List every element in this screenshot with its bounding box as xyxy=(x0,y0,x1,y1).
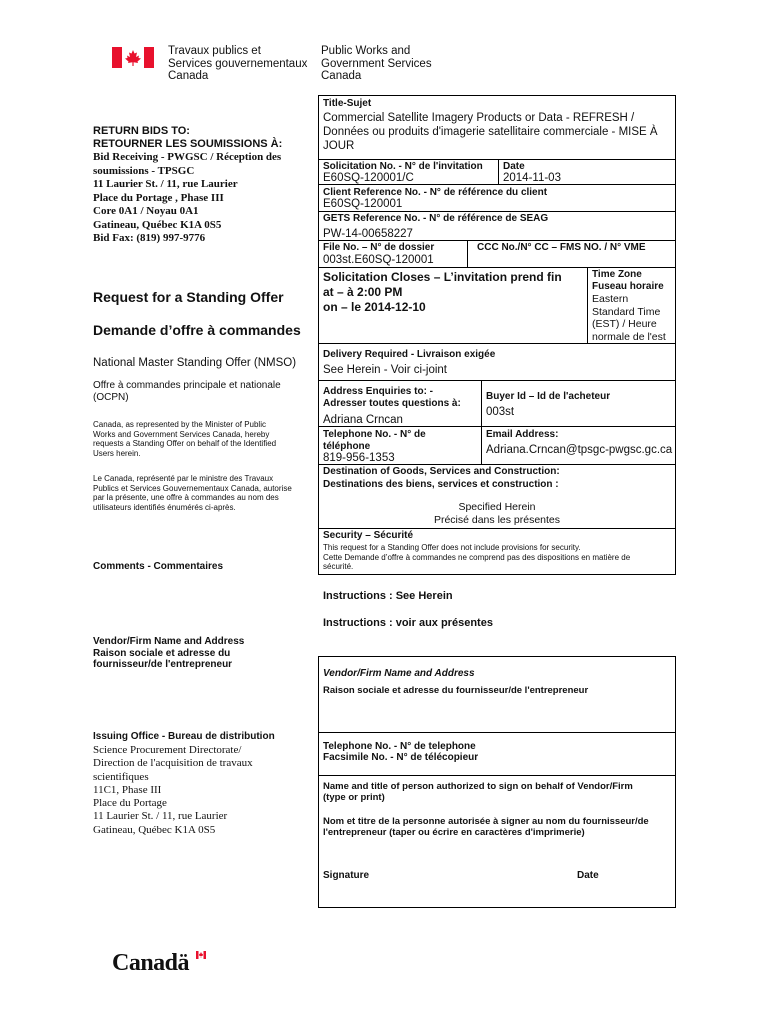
delivery-label: Delivery Required - Livraison exigée xyxy=(323,349,496,360)
return-address-line: soumissions - TPSGC xyxy=(93,164,195,177)
text-line: Destination of Goods, Services and Construction: xyxy=(323,466,560,477)
title-value xyxy=(323,111,658,153)
title-line: Données ou produits d'imagerie satellitaire commerciale - MISE À xyxy=(323,126,658,138)
text-line: Fuseau horaire xyxy=(592,281,664,292)
destination-value xyxy=(318,501,676,527)
signature-date-label: Date xyxy=(577,870,599,881)
issuing-line: 11 Laurier St. / 11, rue Laurier xyxy=(93,810,228,823)
text-line: Précisé dans les présentes xyxy=(433,514,561,526)
text-line: Cette Demande d’offre à commandes ne comprend pas des dispositions en matière de xyxy=(323,552,631,562)
solicitation-value: E60SQ-120001/C xyxy=(323,172,414,184)
divider-v xyxy=(467,240,468,267)
text-line: Canada, as represented by the Minister of Public xyxy=(93,420,266,429)
text-line: Raison sociale et adresse du xyxy=(93,647,231,659)
client-ref-value: E60SQ-120001 xyxy=(323,198,403,210)
french-department-name xyxy=(168,45,307,83)
return-address-line: Bid Receiving - PWGSC / Réception des xyxy=(93,151,282,163)
dept-line: Canada xyxy=(168,70,209,82)
issuing-line: Direction de l'acquisition de travaux xyxy=(93,757,253,770)
text-line: Publics et Services Gouvernementaux Canada, autorise xyxy=(93,483,292,493)
signature-label: Signature xyxy=(323,870,370,881)
closing-time: at – à 2:00 PM xyxy=(323,285,403,299)
issuing-line: 11C1, Phase III xyxy=(93,783,162,796)
authorized-name-label-fr xyxy=(323,816,649,838)
dept-line: Public Works and xyxy=(321,45,411,57)
text-line: Name and title of person authorized to sign on behalf of Vendor/Firm xyxy=(323,781,633,792)
closing-date: on – le 2014-12-10 xyxy=(323,300,426,314)
comments-label: Comments - Commentaires xyxy=(93,561,224,572)
text-line: sécurité. xyxy=(323,562,354,571)
security-value xyxy=(323,543,630,572)
solicitation-label: Solicitation No. - N° de l'invitation xyxy=(323,161,483,172)
vendor-name-label: Vendor/Firm Name and Address xyxy=(323,668,475,679)
email-label: Email Address: xyxy=(486,429,559,440)
return-address-line: Core 0A1 / Noyau 0A1 xyxy=(93,205,199,217)
vendor-label-left xyxy=(93,636,244,671)
issuing-line: Gatineau, Québec K1A 0S5 xyxy=(93,823,216,836)
gets-value: PW-14-00658227 xyxy=(323,228,413,240)
return-address-line: Place du Portage , Phase III xyxy=(93,191,224,204)
nmso-fr xyxy=(93,380,281,404)
date-value: 2014-11-03 xyxy=(503,172,561,184)
text-line: Specified Herein xyxy=(458,501,536,513)
canada-flag-icon xyxy=(112,47,154,68)
date-label: Date xyxy=(503,161,525,172)
text-line: Vendor/Firm Name and Address xyxy=(93,636,245,647)
text-line: Telephone No. - N° de xyxy=(323,429,426,440)
canada-wordmark: Canadä xyxy=(112,950,190,976)
telephone-value: 819-956-1353 xyxy=(323,452,395,464)
divider xyxy=(318,343,676,344)
client-ref-label: Client Reference No. - N° de référence du client xyxy=(323,187,548,198)
text-line: normale de l'est xyxy=(592,330,666,343)
divider-v xyxy=(587,267,588,343)
divider xyxy=(318,211,676,212)
issuing-office-title: Issuing Office - Bureau de distribution xyxy=(93,731,275,742)
canada-request-en xyxy=(93,420,276,458)
text-line: téléphone xyxy=(323,440,371,452)
nmso-en: National Master Standing Offer (NMSO) xyxy=(93,357,297,369)
nmso-fr-line: Offre à commandes principale et nationale xyxy=(93,380,281,391)
security-label: Security – Sécurité xyxy=(323,530,414,541)
return-address-line: Gatineau, Québec K1A 0S5 xyxy=(93,218,222,231)
text-line: par la présente, une offre à commandes au nom des xyxy=(93,493,279,502)
email-value: Adriana.Crncan@tpsgc-pwgsc.gc.ca xyxy=(486,444,673,456)
text-line: Time Zone xyxy=(592,269,642,280)
return-bids-block xyxy=(93,125,282,246)
text-line: Destinations des biens, services et construction : xyxy=(323,478,559,490)
buyer-id-value: 003st xyxy=(486,406,515,418)
destination-label xyxy=(323,466,560,491)
text-line: Nom et titre de la personne autorisée à signer au nom du fournisseur/de xyxy=(323,816,649,827)
divider xyxy=(318,528,676,529)
text-line: requests a Standing Offer on behalf of the Identified xyxy=(93,439,277,448)
vendor-phone-label: Telephone No. - N° de telephone xyxy=(323,741,476,752)
text-line: Address Enquiries to: - xyxy=(323,386,434,397)
text-line: Works and Government Services Canada, hereby xyxy=(93,429,270,439)
text-line: (type or print) xyxy=(323,792,385,803)
buyer-id-label: Buyer Id – Id de l'acheteur xyxy=(486,391,611,402)
dept-line: Travaux publics et xyxy=(168,45,261,57)
title-line: Commercial Satellite Imagery Products or Data - REFRESH / xyxy=(323,112,635,124)
divider xyxy=(318,775,676,776)
issuing-office xyxy=(93,731,275,837)
english-department-name xyxy=(321,45,432,83)
address-enquiries-label xyxy=(323,386,461,410)
return-bids-title: RETURN BIDS TO: xyxy=(93,125,190,137)
file-label: File No. – N° de dossier xyxy=(323,242,435,253)
nmso-fr-line: (OCPN) xyxy=(93,392,129,403)
instructions-fr: Instructions : voir aux présentes xyxy=(323,617,493,629)
closing-info xyxy=(323,270,562,315)
request-title-en: Request for a Standing Offer xyxy=(93,289,284,305)
vendor-name-label-fr: Raison sociale et adresse du fournisseur/de l'entrepreneur xyxy=(323,685,589,696)
divider xyxy=(318,267,676,268)
issuing-line: Science Procurement Directorate/ xyxy=(93,744,242,756)
dept-line: Canada xyxy=(321,70,362,82)
timezone-label xyxy=(592,269,664,293)
divider-v xyxy=(498,159,499,184)
divider xyxy=(318,732,676,733)
text-line: This request for a Standing Offer does not include provisions for security. xyxy=(323,543,581,552)
dept-line: Services gouvernementaux xyxy=(168,57,308,70)
text-line: Le Canada, représenté par le ministre des Travaux xyxy=(93,474,274,483)
instructions-en: Instructions : See Herein xyxy=(323,590,453,602)
divider-v xyxy=(481,380,482,464)
divider xyxy=(318,380,676,381)
text-line: (EST) / Heure xyxy=(592,318,657,330)
text-line: Standard Time xyxy=(592,305,661,318)
divider xyxy=(318,159,676,160)
title-label: Title-Sujet xyxy=(323,98,372,109)
return-address-line: 11 Laurier St. / 11, rue Laurier xyxy=(93,178,238,190)
delivery-value: See Herein - Voir ci-joint xyxy=(323,364,447,376)
canada-request-fr xyxy=(93,474,292,512)
ccc-label: CCC No./N° CC – FMS NO. / N° VME xyxy=(477,242,646,253)
return-bids-title-fr: RETOURNER LES SOUMISSIONS À: xyxy=(93,138,283,150)
gets-label: GETS Reference No. - N° de référence de SEAG xyxy=(323,213,549,224)
text-line: utilisateurs identifiés énumérés ci-après. xyxy=(93,502,236,512)
wordmark-flag-icon xyxy=(196,951,206,959)
issuing-line: Place du Portage xyxy=(93,797,167,810)
issuing-line: scientifiques xyxy=(93,770,149,783)
text-line: fournisseur/de l'entrepreneur xyxy=(93,659,233,670)
vendor-fax-label: Facsimile No. - N° de télécopieur xyxy=(323,752,479,763)
text-line: Eastern xyxy=(592,293,629,305)
text-line: Adresser toutes questions à: xyxy=(323,398,461,409)
telephone-label xyxy=(323,429,426,452)
text-line: l'entrepreneur (taper ou écrire en caractères d'imprimerie) xyxy=(323,827,585,838)
dept-line: Government Services xyxy=(321,57,432,70)
authorized-name-label xyxy=(323,781,633,803)
closing-line: Solicitation Closes – L’invitation prend fin xyxy=(323,270,562,284)
request-title-fr: Demande d’offre à commandes xyxy=(93,322,301,338)
file-value: 003st.E60SQ-120001 xyxy=(323,254,434,266)
text-line: Users herein. xyxy=(93,448,141,458)
bid-fax: Bid Fax: (819) 997-9776 xyxy=(93,232,206,244)
title-line: JOUR xyxy=(323,140,355,152)
address-enquiries-value: Adriana Crncan xyxy=(323,414,403,426)
timezone-value xyxy=(592,293,666,343)
